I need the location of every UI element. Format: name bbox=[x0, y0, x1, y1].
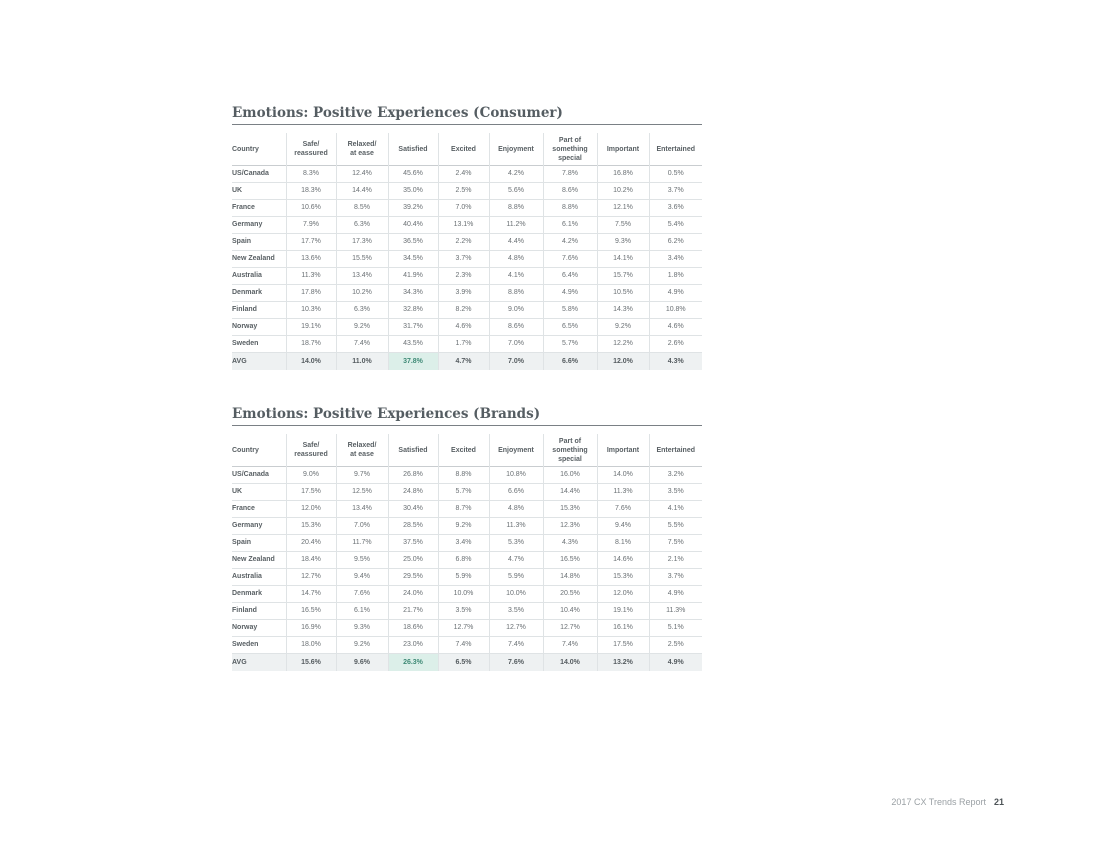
value-cell: 15.3% bbox=[543, 501, 597, 518]
value-cell: 4.4% bbox=[489, 234, 543, 251]
average-row bbox=[232, 353, 702, 371]
value-cell: 5.1% bbox=[649, 620, 702, 637]
value-cell: 20.5% bbox=[543, 586, 597, 603]
avg-value: 14.0% bbox=[543, 654, 597, 672]
table-row bbox=[232, 586, 702, 603]
value-cell: 10.6% bbox=[286, 200, 336, 217]
table-row bbox=[232, 552, 702, 569]
column-header: Satisfied bbox=[388, 434, 438, 467]
country-cell: US/Canada bbox=[232, 467, 286, 484]
value-cell: 19.1% bbox=[597, 603, 649, 620]
column-header: Enjoyment bbox=[489, 133, 543, 166]
value-cell: 3.6% bbox=[649, 200, 702, 217]
value-cell: 2.3% bbox=[438, 268, 489, 285]
country-cell: Finland bbox=[232, 603, 286, 620]
data-table bbox=[232, 434, 702, 671]
value-cell: 15.3% bbox=[597, 569, 649, 586]
value-cell: 16.5% bbox=[543, 552, 597, 569]
table-row bbox=[232, 200, 702, 217]
country-cell: Sweden bbox=[232, 336, 286, 353]
table-row bbox=[232, 251, 702, 268]
table-row bbox=[232, 285, 702, 302]
value-cell: 21.7% bbox=[388, 603, 438, 620]
value-cell: 6.1% bbox=[336, 603, 388, 620]
value-cell: 24.0% bbox=[388, 586, 438, 603]
value-cell: 9.7% bbox=[336, 467, 388, 484]
value-cell: 8.8% bbox=[489, 285, 543, 302]
table-row bbox=[232, 620, 702, 637]
value-cell: 25.0% bbox=[388, 552, 438, 569]
value-cell: 9.3% bbox=[597, 234, 649, 251]
value-cell: 5.6% bbox=[489, 183, 543, 200]
value-cell: 3.4% bbox=[438, 535, 489, 552]
value-cell: 3.5% bbox=[438, 603, 489, 620]
value-cell: 10.3% bbox=[286, 302, 336, 319]
value-cell: 45.6% bbox=[388, 166, 438, 183]
value-cell: 0.5% bbox=[649, 166, 702, 183]
value-cell: 7.8% bbox=[543, 166, 597, 183]
value-cell: 3.5% bbox=[649, 484, 702, 501]
value-cell: 9.2% bbox=[336, 319, 388, 336]
value-cell: 3.7% bbox=[649, 569, 702, 586]
country-cell: Sweden bbox=[232, 637, 286, 654]
table-row bbox=[232, 467, 702, 484]
column-header: Entertained bbox=[649, 434, 702, 467]
avg-label: AVG bbox=[232, 654, 286, 672]
value-cell: 3.9% bbox=[438, 285, 489, 302]
value-cell: 13.6% bbox=[286, 251, 336, 268]
table-row bbox=[232, 518, 702, 535]
column-header: Satisfied bbox=[388, 133, 438, 166]
value-cell: 7.6% bbox=[597, 501, 649, 518]
value-cell: 7.4% bbox=[336, 336, 388, 353]
column-header: Country bbox=[232, 145, 259, 153]
value-cell: 14.4% bbox=[336, 183, 388, 200]
value-cell: 2.5% bbox=[649, 637, 702, 654]
value-cell: 10.8% bbox=[649, 302, 702, 319]
value-cell: 10.5% bbox=[597, 285, 649, 302]
value-cell: 8.8% bbox=[438, 467, 489, 484]
value-cell: 8.6% bbox=[489, 319, 543, 336]
country-cell: Denmark bbox=[232, 586, 286, 603]
value-cell: 18.4% bbox=[286, 552, 336, 569]
table-row bbox=[232, 183, 702, 200]
country-cell: Germany bbox=[232, 518, 286, 535]
value-cell: 34.5% bbox=[388, 251, 438, 268]
value-cell: 12.5% bbox=[336, 484, 388, 501]
country-cell: US/Canada bbox=[232, 166, 286, 183]
value-cell: 30.4% bbox=[388, 501, 438, 518]
value-cell: 1.7% bbox=[438, 336, 489, 353]
value-cell: 16.0% bbox=[543, 467, 597, 484]
column-header: Entertained bbox=[649, 133, 702, 166]
country-cell: Denmark bbox=[232, 285, 286, 302]
table-row bbox=[232, 569, 702, 586]
country-cell: Norway bbox=[232, 620, 286, 637]
value-cell: 12.7% bbox=[489, 620, 543, 637]
value-cell: 12.0% bbox=[286, 501, 336, 518]
value-cell: 14.7% bbox=[286, 586, 336, 603]
value-cell: 26.8% bbox=[388, 467, 438, 484]
value-cell: 11.3% bbox=[286, 268, 336, 285]
value-cell: 3.7% bbox=[649, 183, 702, 200]
table-row bbox=[232, 535, 702, 552]
value-cell: 9.3% bbox=[336, 620, 388, 637]
value-cell: 10.8% bbox=[489, 467, 543, 484]
report-name: 2017 CX Trends Report bbox=[891, 797, 986, 807]
table-row bbox=[232, 166, 702, 183]
table-row bbox=[232, 603, 702, 620]
value-cell: 7.4% bbox=[438, 637, 489, 654]
value-cell: 4.8% bbox=[489, 501, 543, 518]
column-header: Relaxed/ at ease bbox=[336, 133, 388, 166]
value-cell: 8.2% bbox=[438, 302, 489, 319]
value-cell: 9.4% bbox=[336, 569, 388, 586]
value-cell: 35.0% bbox=[388, 183, 438, 200]
value-cell: 9.5% bbox=[336, 552, 388, 569]
avg-value: 9.6% bbox=[336, 654, 388, 672]
column-header: Important bbox=[597, 133, 649, 166]
value-cell: 6.3% bbox=[336, 302, 388, 319]
table-row bbox=[232, 234, 702, 251]
avg-value: 12.0% bbox=[597, 353, 649, 371]
value-cell: 14.1% bbox=[597, 251, 649, 268]
table-row bbox=[232, 302, 702, 319]
country-cell: New Zealand bbox=[232, 251, 286, 268]
value-cell: 16.8% bbox=[597, 166, 649, 183]
consumer-table-section bbox=[232, 104, 702, 370]
value-cell: 2.6% bbox=[649, 336, 702, 353]
avg-value: 11.0% bbox=[336, 353, 388, 371]
column-header: Enjoyment bbox=[489, 434, 543, 467]
column-header: Relaxed/ at ease bbox=[336, 434, 388, 467]
value-cell: 8.6% bbox=[543, 183, 597, 200]
value-cell: 16.1% bbox=[597, 620, 649, 637]
value-cell: 40.4% bbox=[388, 217, 438, 234]
value-cell: 43.5% bbox=[388, 336, 438, 353]
value-cell: 4.1% bbox=[489, 268, 543, 285]
section-title: Emotions: Positive Experiences (Consumer) bbox=[232, 104, 702, 125]
value-cell: 12.0% bbox=[597, 586, 649, 603]
value-cell: 11.7% bbox=[336, 535, 388, 552]
table-row bbox=[232, 637, 702, 654]
country-cell: Spain bbox=[232, 535, 286, 552]
value-cell: 10.2% bbox=[597, 183, 649, 200]
value-cell: 7.4% bbox=[489, 637, 543, 654]
table-row bbox=[232, 336, 702, 353]
avg-value: 4.3% bbox=[649, 353, 702, 371]
table-row bbox=[232, 501, 702, 518]
value-cell: 15.7% bbox=[597, 268, 649, 285]
value-cell: 20.4% bbox=[286, 535, 336, 552]
value-cell: 29.5% bbox=[388, 569, 438, 586]
value-cell: 8.1% bbox=[597, 535, 649, 552]
value-cell: 7.6% bbox=[543, 251, 597, 268]
value-cell: 11.2% bbox=[489, 217, 543, 234]
value-cell: 2.1% bbox=[649, 552, 702, 569]
value-cell: 34.3% bbox=[388, 285, 438, 302]
value-cell: 32.8% bbox=[388, 302, 438, 319]
value-cell: 13.4% bbox=[336, 268, 388, 285]
avg-value: 6.5% bbox=[438, 654, 489, 672]
value-cell: 8.8% bbox=[543, 200, 597, 217]
table-row bbox=[232, 484, 702, 501]
value-cell: 9.2% bbox=[438, 518, 489, 535]
value-cell: 18.6% bbox=[388, 620, 438, 637]
average-row bbox=[232, 654, 702, 672]
avg-label: AVG bbox=[232, 353, 286, 371]
value-cell: 9.0% bbox=[489, 302, 543, 319]
brands-table-section bbox=[232, 405, 702, 671]
value-cell: 11.3% bbox=[597, 484, 649, 501]
avg-value: 14.0% bbox=[286, 353, 336, 371]
value-cell: 12.7% bbox=[543, 620, 597, 637]
column-header: Part of something special bbox=[543, 434, 597, 467]
value-cell: 7.5% bbox=[649, 535, 702, 552]
value-cell: 13.4% bbox=[336, 501, 388, 518]
value-cell: 4.2% bbox=[543, 234, 597, 251]
country-cell: Spain bbox=[232, 234, 286, 251]
country-cell: Australia bbox=[232, 268, 286, 285]
value-cell: 6.2% bbox=[649, 234, 702, 251]
value-cell: 5.7% bbox=[543, 336, 597, 353]
value-cell: 10.0% bbox=[489, 586, 543, 603]
data-table bbox=[232, 133, 702, 370]
column-header: Excited bbox=[438, 133, 489, 166]
column-header: Safe/ reassured bbox=[286, 133, 336, 166]
value-cell: 9.2% bbox=[336, 637, 388, 654]
country-cell: New Zealand bbox=[232, 552, 286, 569]
value-cell: 4.3% bbox=[543, 535, 597, 552]
value-cell: 15.3% bbox=[286, 518, 336, 535]
country-cell: UK bbox=[232, 484, 286, 501]
value-cell: 4.2% bbox=[489, 166, 543, 183]
page-number: 21 bbox=[993, 797, 1004, 807]
value-cell: 7.0% bbox=[489, 336, 543, 353]
value-cell: 6.6% bbox=[489, 484, 543, 501]
value-cell: 14.3% bbox=[597, 302, 649, 319]
value-cell: 3.4% bbox=[649, 251, 702, 268]
country-cell: Germany bbox=[232, 217, 286, 234]
value-cell: 12.2% bbox=[597, 336, 649, 353]
value-cell: 4.9% bbox=[543, 285, 597, 302]
value-cell: 17.5% bbox=[286, 484, 336, 501]
avg-value: 4.9% bbox=[649, 654, 702, 672]
avg-value: 15.6% bbox=[286, 654, 336, 672]
table-row bbox=[232, 268, 702, 285]
value-cell: 17.3% bbox=[336, 234, 388, 251]
page-footer bbox=[820, 797, 1004, 807]
value-cell: 4.8% bbox=[489, 251, 543, 268]
value-cell: 36.5% bbox=[388, 234, 438, 251]
value-cell: 2.5% bbox=[438, 183, 489, 200]
header-row bbox=[232, 434, 702, 467]
value-cell: 17.5% bbox=[597, 637, 649, 654]
avg-value: 7.6% bbox=[489, 654, 543, 672]
value-cell: 17.7% bbox=[286, 234, 336, 251]
avg-value: 4.7% bbox=[438, 353, 489, 371]
value-cell: 13.1% bbox=[438, 217, 489, 234]
value-cell: 7.9% bbox=[286, 217, 336, 234]
value-cell: 7.6% bbox=[336, 586, 388, 603]
value-cell: 31.7% bbox=[388, 319, 438, 336]
country-cell: UK bbox=[232, 183, 286, 200]
value-cell: 12.7% bbox=[286, 569, 336, 586]
value-cell: 1.8% bbox=[649, 268, 702, 285]
column-header: Important bbox=[597, 434, 649, 467]
value-cell: 12.7% bbox=[438, 620, 489, 637]
value-cell: 10.4% bbox=[543, 603, 597, 620]
header-row bbox=[232, 133, 702, 166]
value-cell: 4.6% bbox=[438, 319, 489, 336]
section-title: Emotions: Positive Experiences (Brands) bbox=[232, 405, 702, 426]
value-cell: 5.3% bbox=[489, 535, 543, 552]
value-cell: 18.0% bbox=[286, 637, 336, 654]
country-cell: Australia bbox=[232, 569, 286, 586]
value-cell: 8.3% bbox=[286, 166, 336, 183]
table-row bbox=[232, 319, 702, 336]
value-cell: 9.4% bbox=[597, 518, 649, 535]
value-cell: 3.7% bbox=[438, 251, 489, 268]
value-cell: 5.8% bbox=[543, 302, 597, 319]
avg-value: 6.6% bbox=[543, 353, 597, 371]
value-cell: 7.4% bbox=[543, 637, 597, 654]
value-cell: 11.3% bbox=[489, 518, 543, 535]
value-cell: 12.3% bbox=[543, 518, 597, 535]
value-cell: 12.1% bbox=[597, 200, 649, 217]
column-header: Safe/ reassured bbox=[286, 434, 336, 467]
value-cell: 16.5% bbox=[286, 603, 336, 620]
value-cell: 6.1% bbox=[543, 217, 597, 234]
value-cell: 4.7% bbox=[489, 552, 543, 569]
value-cell: 41.9% bbox=[388, 268, 438, 285]
value-cell: 6.8% bbox=[438, 552, 489, 569]
country-cell: Finland bbox=[232, 302, 286, 319]
value-cell: 18.7% bbox=[286, 336, 336, 353]
table-row bbox=[232, 217, 702, 234]
value-cell: 28.5% bbox=[388, 518, 438, 535]
value-cell: 10.2% bbox=[336, 285, 388, 302]
value-cell: 10.0% bbox=[438, 586, 489, 603]
value-cell: 6.5% bbox=[543, 319, 597, 336]
value-cell: 2.2% bbox=[438, 234, 489, 251]
value-cell: 6.4% bbox=[543, 268, 597, 285]
value-cell: 7.0% bbox=[438, 200, 489, 217]
column-header: Part of something special bbox=[543, 133, 597, 166]
value-cell: 9.2% bbox=[597, 319, 649, 336]
value-cell: 5.5% bbox=[649, 518, 702, 535]
value-cell: 4.9% bbox=[649, 285, 702, 302]
value-cell: 14.4% bbox=[543, 484, 597, 501]
value-cell: 3.2% bbox=[649, 467, 702, 484]
value-cell: 9.0% bbox=[286, 467, 336, 484]
value-cell: 4.1% bbox=[649, 501, 702, 518]
column-header: Excited bbox=[438, 434, 489, 467]
column-header: Country bbox=[232, 446, 259, 454]
value-cell: 11.3% bbox=[649, 603, 702, 620]
avg-value: 13.2% bbox=[597, 654, 649, 672]
value-cell: 24.8% bbox=[388, 484, 438, 501]
value-cell: 19.1% bbox=[286, 319, 336, 336]
avg-value: 37.8% bbox=[388, 353, 438, 371]
value-cell: 3.5% bbox=[489, 603, 543, 620]
value-cell: 5.4% bbox=[649, 217, 702, 234]
value-cell: 14.8% bbox=[543, 569, 597, 586]
value-cell: 37.5% bbox=[388, 535, 438, 552]
value-cell: 39.2% bbox=[388, 200, 438, 217]
value-cell: 8.8% bbox=[489, 200, 543, 217]
avg-value: 26.3% bbox=[388, 654, 438, 672]
value-cell: 14.6% bbox=[597, 552, 649, 569]
value-cell: 12.4% bbox=[336, 166, 388, 183]
value-cell: 8.7% bbox=[438, 501, 489, 518]
value-cell: 5.7% bbox=[438, 484, 489, 501]
value-cell: 7.5% bbox=[597, 217, 649, 234]
value-cell: 16.9% bbox=[286, 620, 336, 637]
value-cell: 23.0% bbox=[388, 637, 438, 654]
country-cell: France bbox=[232, 200, 286, 217]
avg-value: 7.0% bbox=[489, 353, 543, 371]
country-cell: France bbox=[232, 501, 286, 518]
value-cell: 5.9% bbox=[438, 569, 489, 586]
value-cell: 4.9% bbox=[649, 586, 702, 603]
value-cell: 14.0% bbox=[597, 467, 649, 484]
value-cell: 15.5% bbox=[336, 251, 388, 268]
value-cell: 4.6% bbox=[649, 319, 702, 336]
value-cell: 6.3% bbox=[336, 217, 388, 234]
value-cell: 2.4% bbox=[438, 166, 489, 183]
value-cell: 7.0% bbox=[336, 518, 388, 535]
value-cell: 8.5% bbox=[336, 200, 388, 217]
value-cell: 18.3% bbox=[286, 183, 336, 200]
value-cell: 17.8% bbox=[286, 285, 336, 302]
country-cell: Norway bbox=[232, 319, 286, 336]
value-cell: 5.9% bbox=[489, 569, 543, 586]
